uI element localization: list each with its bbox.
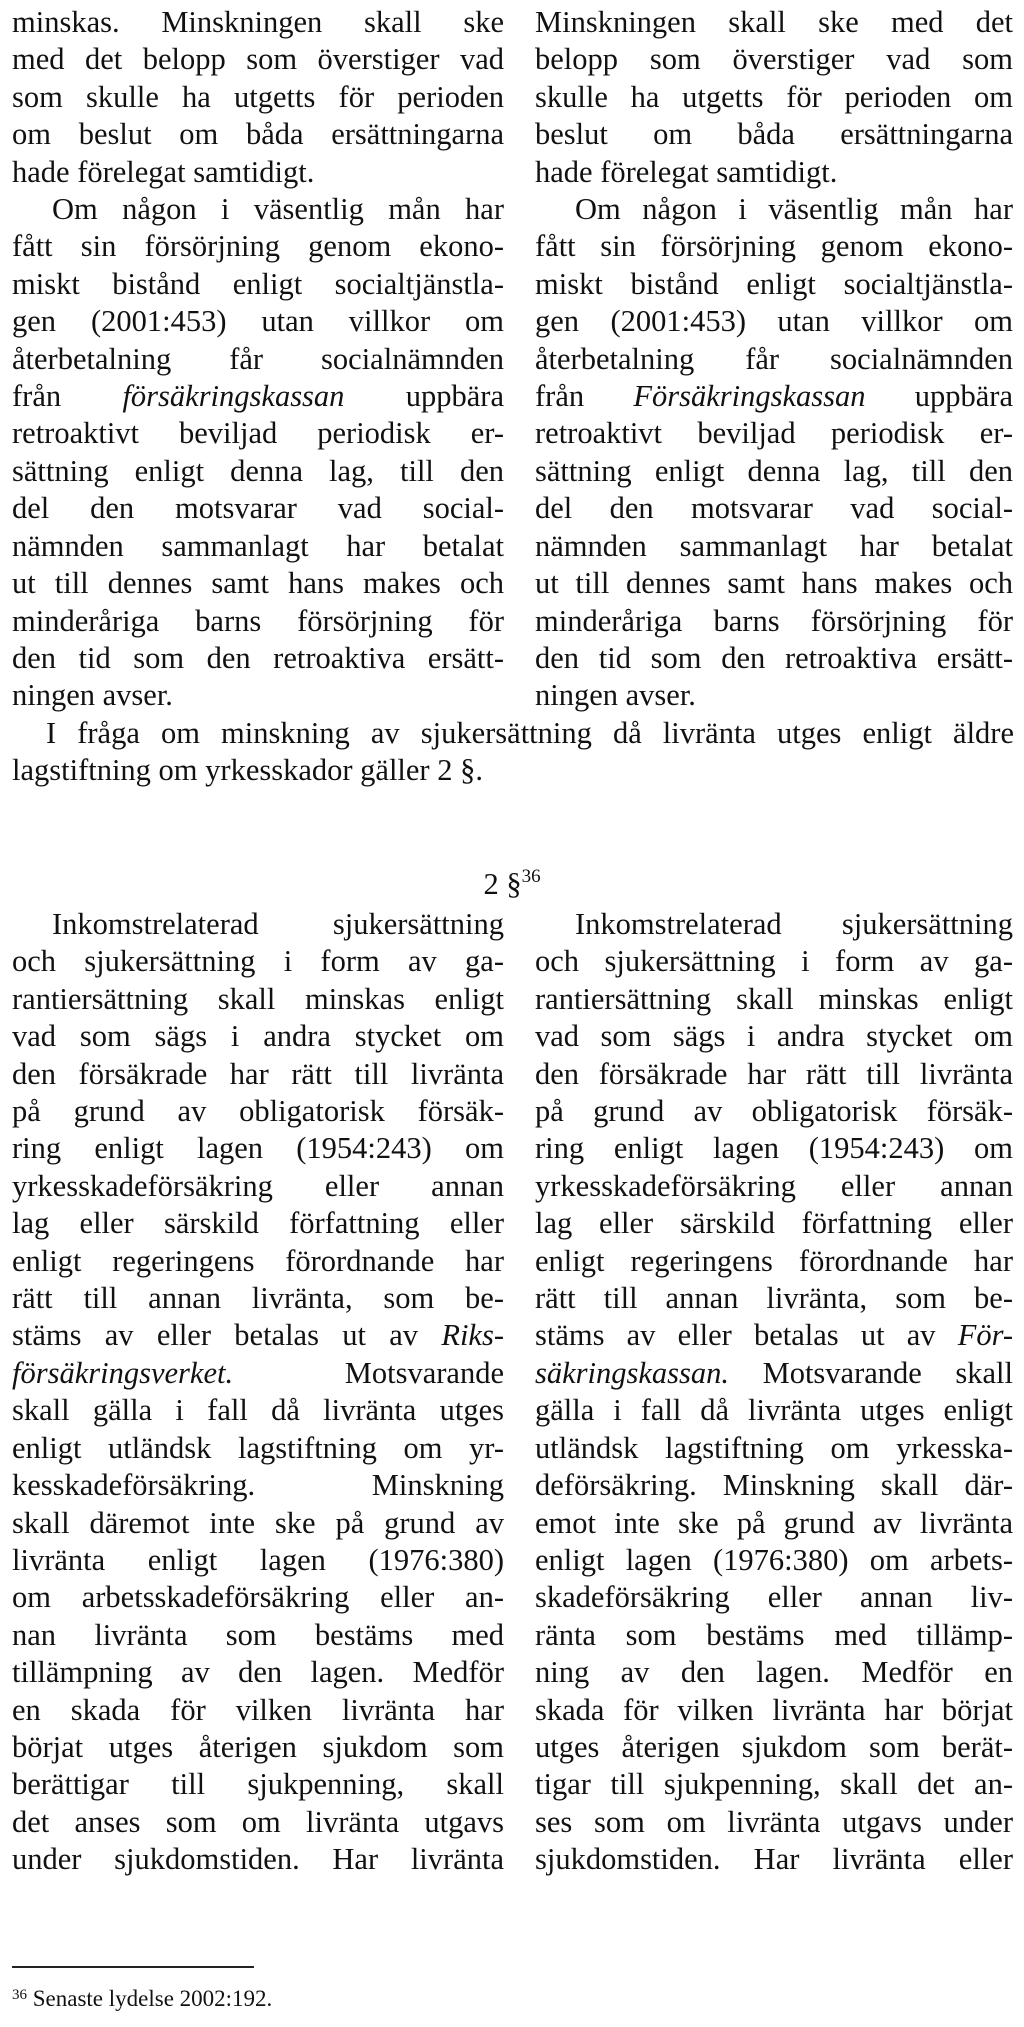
text-line: skall gälla i fall då livränta utges (12, 1393, 504, 1428)
text-line: gälla i fall då livränta utges enligt (535, 1393, 1013, 1428)
text-line: lag eller särskild författning eller (12, 1206, 504, 1241)
italic-term: försäkringsverket. (12, 1355, 234, 1390)
text-line: ring enligt lagen (1954:243) om (535, 1131, 1013, 1166)
text-line: Om någon i väsentlig mån har (575, 192, 1013, 227)
text-line: lag eller särskild författning eller (535, 1206, 1013, 1241)
text-line: Inkomstrelaterad sjukersättning (575, 907, 1013, 941)
text-line: den försäkrade har rätt till livränta (12, 1056, 504, 1091)
text-line: fått sin försörjning genom ekono- (535, 229, 1013, 264)
text-line: enligt lagen (1976:380) om arbets- (535, 1542, 1013, 1577)
section-heading (0, 866, 1024, 903)
right-column-top (535, 4, 1013, 715)
text-line: återbetalning får socialnämnden (12, 341, 504, 376)
text-line: sjukdomstiden. Har livränta eller (535, 1842, 1013, 1877)
text-line: ut till dennes samt hans makes och (12, 566, 504, 601)
footnote-text: Senaste lydelse 2002:192. (32, 1986, 273, 2011)
text-line: en skada för vilken livränta har (12, 1692, 504, 1727)
text-line-with-italic (12, 1317, 504, 1354)
text-line: fått sin försörjning genom ekono- (12, 229, 504, 264)
text-line: ränta som bestäms med tillämp- (535, 1617, 1013, 1652)
text-line: Inkomstrelaterad sjukersättning (52, 907, 504, 941)
text-line: livränta enligt lagen (1976:380) (12, 1542, 504, 1577)
text-line: börjat utges återigen sjukdom som (12, 1729, 504, 1764)
text-line: rantiersättning skall minskas enligt (535, 981, 1013, 1016)
italic-term: försäkringskassan (122, 379, 345, 414)
right-column-section (535, 906, 1013, 1879)
text-line: retroaktivt beviljad periodisk er- (535, 416, 1013, 451)
text-line: om arbetsskadeförsäkring eller an- (12, 1580, 504, 1615)
text-fragment: Motsvarande (344, 1355, 504, 1390)
text-line-with-italic (12, 1355, 504, 1392)
text-line: belopp som överstiger vad som (535, 42, 1013, 77)
text-line-with-italic (535, 1317, 1013, 1354)
text-fragment: stäms av eller betalas ut av (535, 1318, 936, 1353)
text-line: ning av den lagen. Medför en (535, 1655, 1013, 1690)
text-line: vad som sägs i andra stycket om (535, 1019, 1013, 1054)
text-line: lagstiftning om yrkesskador gäller 2 §. (12, 753, 483, 788)
text-line: och sjukersättning i form av ga- (535, 944, 1013, 979)
text-line: den tid som den retroaktiva ersätt- (12, 640, 504, 675)
text-line: rätt till annan livränta, som be- (535, 1281, 1013, 1316)
text-line: enligt regeringens förordnande har (12, 1243, 504, 1278)
left-column-top (12, 4, 504, 715)
text-line: I fråga om minskning av sjukersättning då livränta utges enligt äldre (46, 716, 1014, 750)
text-line: den tid som den retroaktiva ersätt- (535, 640, 1013, 675)
text-line: ring enligt lagen (1954:243) om (12, 1131, 504, 1166)
text-line-with-italic (535, 1355, 1013, 1392)
text-line: på grund av obligatorisk försäk- (12, 1094, 504, 1129)
text-line: den försäkrade har rätt till livränta (535, 1056, 1013, 1091)
text-line: nämnden sammanlagt har betalat (12, 528, 504, 563)
text-line: utländsk lagstiftning om yrkesska- (535, 1430, 1013, 1465)
text-line: återbetalning får socialnämnden (535, 341, 1013, 376)
text-fragment: uppbära (405, 379, 504, 414)
text-fragment: från (535, 379, 585, 414)
text-line: under sjukdomstiden. Har livränta (12, 1842, 504, 1877)
footnote-divider (12, 1966, 254, 1968)
text-line: nan livränta som bestäms med (12, 1617, 504, 1652)
text-line: gen (2001:453) utan villkor om (12, 304, 504, 339)
text-line: enligt regeringens förordnande har (535, 1243, 1013, 1278)
text-line: enligt utländsk lagstiftning om yr- (12, 1430, 504, 1465)
text-fragment: Motsvarande skall (762, 1355, 1013, 1390)
text-line: rätt till annan livränta, som be- (12, 1281, 504, 1316)
text-line: som skulle ha utgetts för perioden (12, 79, 504, 114)
text-line: tigar till sjukpenning, skall det an- (535, 1767, 1013, 1802)
text-line: berättigar till sjukpenning, skall (12, 1767, 504, 1802)
text-line: kesskadeförsäkring. Minskning (12, 1468, 504, 1503)
text-line: om beslut om båda ersättningarna (12, 117, 504, 152)
text-line: hade förelegat samtidigt. (535, 154, 838, 189)
footnote (12, 1985, 272, 2013)
text-line: hade förelegat samtidigt. (12, 154, 315, 189)
text-line: miskt bistånd enligt socialtjänstla- (535, 266, 1013, 301)
text-line: emot inte ske på grund av livränta (535, 1505, 1013, 1540)
italic-term: säkringskassan. (535, 1355, 730, 1390)
text-line: på grund av obligatorisk försäk- (535, 1094, 1013, 1129)
text-line: tillämpning av den lagen. Medför (12, 1655, 504, 1690)
text-line: med det belopp som överstiger vad (12, 42, 504, 77)
text-line: skadeförsäkring eller annan liv- (535, 1580, 1013, 1615)
text-line: det anses som om livränta utgavs (12, 1804, 504, 1839)
left-column-section (12, 906, 504, 1879)
text-line: minderåriga barns försörjning för (12, 603, 504, 638)
text-line: skulle ha utgetts för perioden om (535, 79, 1013, 114)
text-line: Minskningen skall ske med det (535, 5, 1013, 39)
text-line: sättning enligt denna lag, till den (12, 453, 504, 488)
text-line: ningen avser. (12, 678, 173, 713)
text-fragment: från (12, 379, 62, 414)
full-width-paragraph (12, 715, 1014, 790)
text-line: minderåriga barns försörjning för (535, 603, 1013, 638)
text-line: ut till dennes samt hans makes och (535, 566, 1013, 601)
text-fragment: stäms av eller betalas ut av (12, 1318, 419, 1353)
text-line: retroaktivt beviljad periodisk er- (12, 416, 504, 451)
text-line: och sjukersättning i form av ga- (12, 944, 504, 979)
text-line: Om någon i väsentlig mån har (52, 192, 504, 227)
text-line: deförsäkring. Minskning skall där- (535, 1468, 1013, 1503)
text-line: yrkesskadeförsäkring eller annan (12, 1168, 504, 1203)
italic-term: För- (957, 1318, 1014, 1353)
text-line: rantiersättning skall minskas enligt (12, 981, 504, 1016)
text-line-with-italic (535, 378, 1013, 415)
text-line: ningen avser. (535, 678, 696, 713)
text-line: yrkesskadeförsäkring eller annan (535, 1168, 1013, 1203)
text-line: minskas. Minskningen skall ske (12, 5, 504, 39)
text-line: utges återigen sjukdom som berät- (535, 1729, 1013, 1764)
text-line: skada för vilken livränta har börjat (535, 1692, 1013, 1727)
text-line: skall däremot inte ske på grund av (12, 1505, 504, 1540)
italic-term: Försäkringskassan (633, 379, 866, 414)
text-fragment: uppbära (914, 379, 1013, 414)
footnote-number: 36 (12, 1987, 27, 2003)
text-line: ses som om livränta utgavs under (535, 1804, 1013, 1839)
section-number: 2 § (483, 867, 522, 901)
text-line-with-italic (12, 378, 504, 415)
italic-term: Riks- (441, 1318, 504, 1353)
text-line: vad som sägs i andra stycket om (12, 1019, 504, 1054)
text-line: del den motsvarar vad social- (535, 491, 1013, 526)
footnote-reference: 36 (521, 866, 541, 887)
text-line: sättning enligt denna lag, till den (535, 453, 1013, 488)
text-line: beslut om båda ersättningarna (535, 117, 1013, 152)
text-line: gen (2001:453) utan villkor om (535, 304, 1013, 339)
text-line: nämnden sammanlagt har betalat (535, 528, 1013, 563)
text-line: miskt bistånd enligt socialtjänstla- (12, 266, 504, 301)
text-line: del den motsvarar vad social- (12, 491, 504, 526)
